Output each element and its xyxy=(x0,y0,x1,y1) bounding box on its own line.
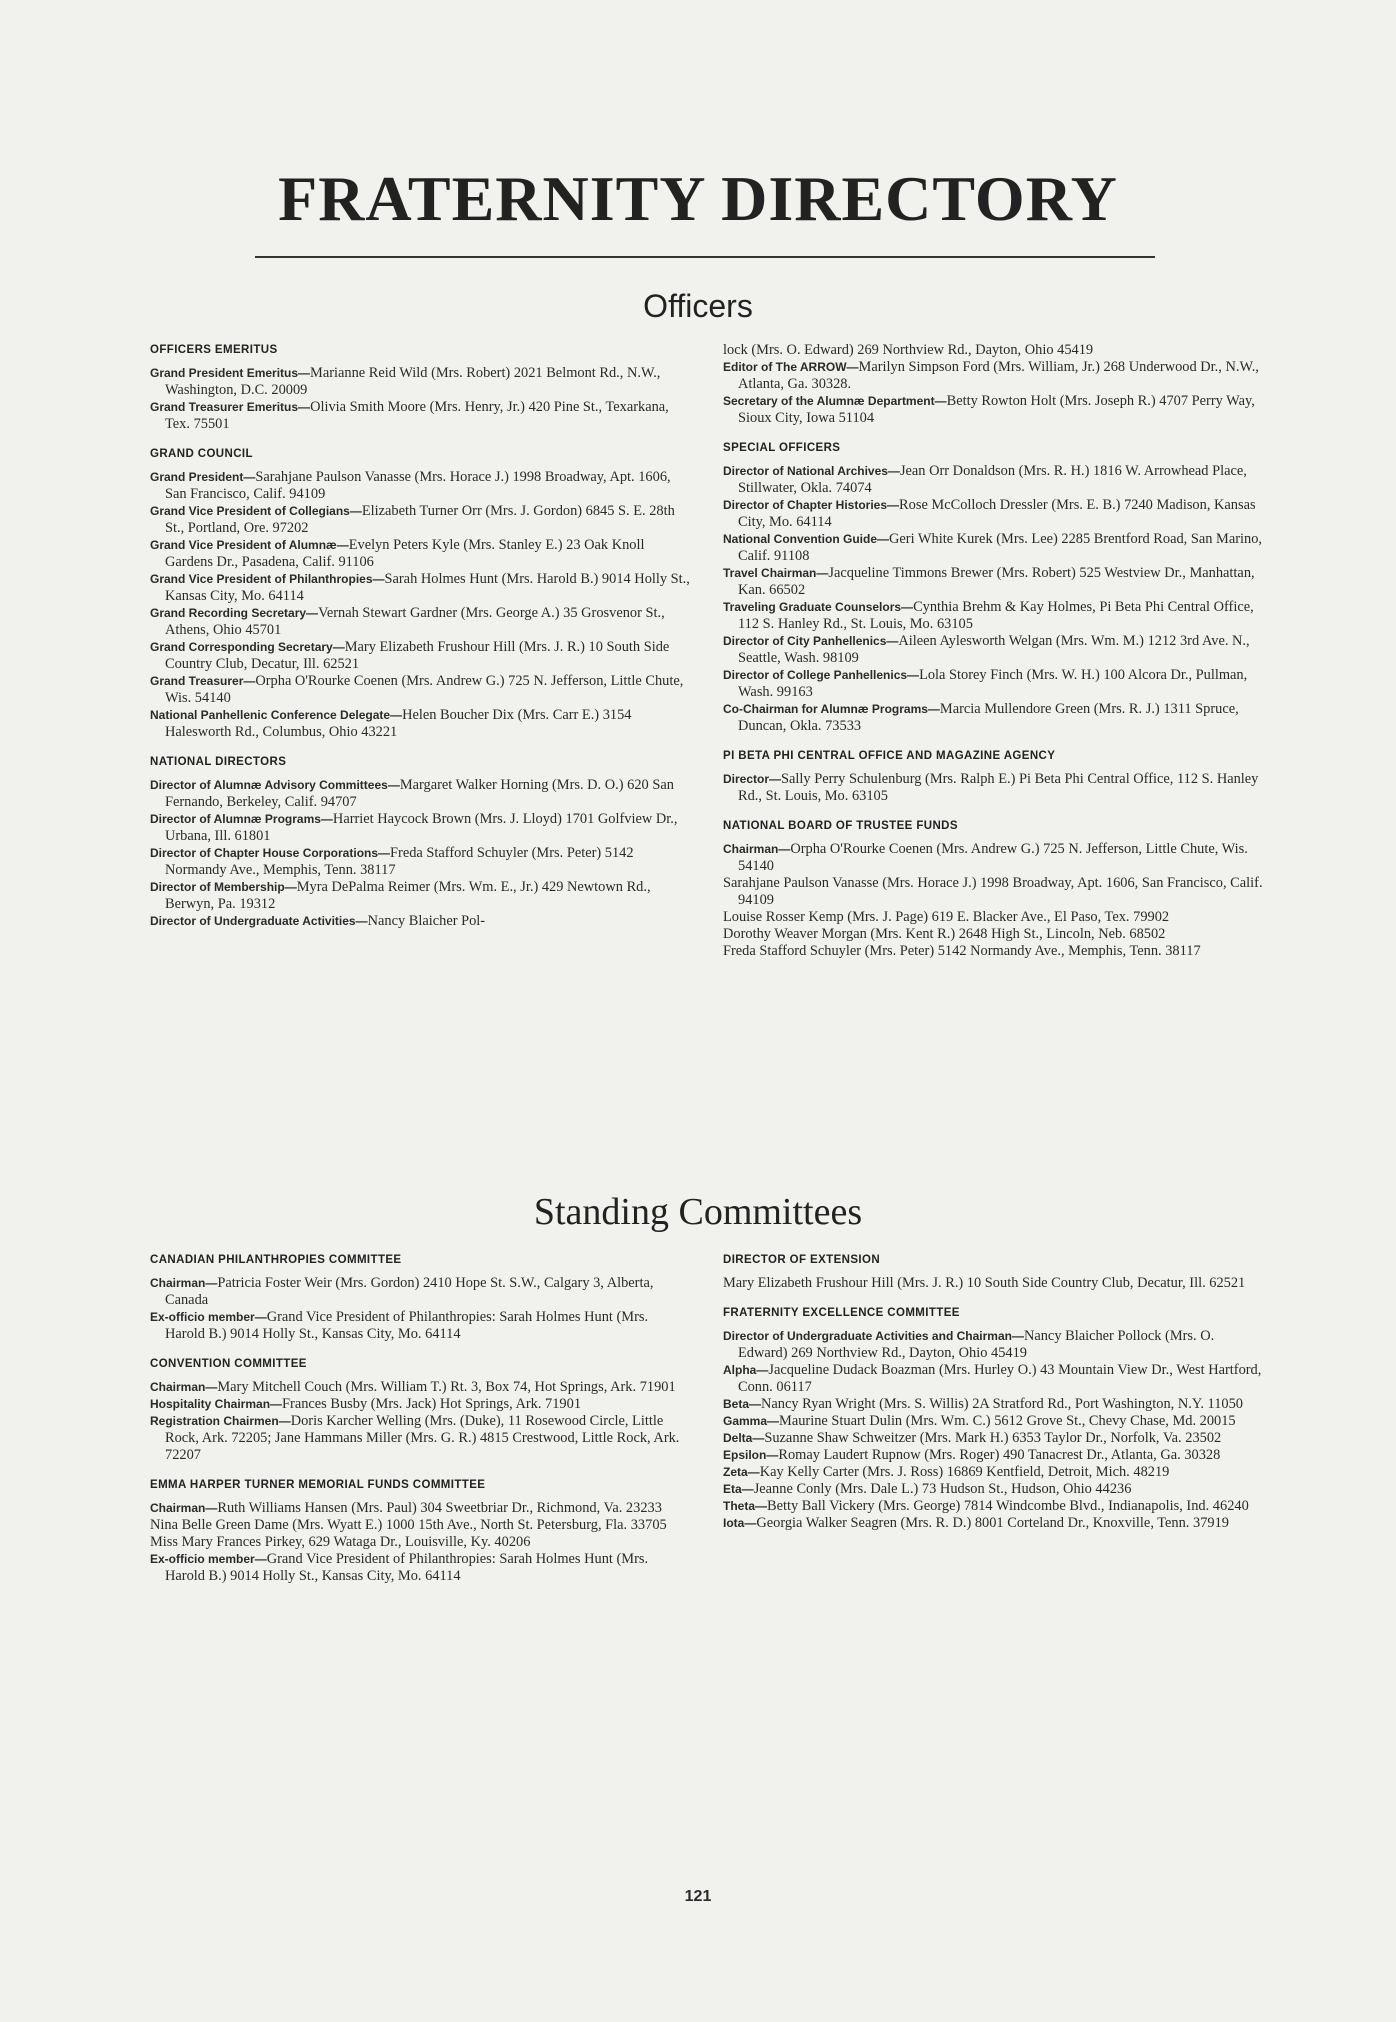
entry-role: Hospitality Chairman— xyxy=(150,1397,283,1411)
page-number: 121 xyxy=(684,1888,712,1905)
committees-left-column xyxy=(150,1252,690,1598)
entry-text: Mary Elizabeth Frushour Hill (Mrs. J. R.) 10 South Side Country Club, Decatur, Ill. 62521 xyxy=(723,1275,1246,1291)
entry-text: Grand Vice President of Philanthropies: Sarah Holmes Hunt (Mrs. Harold B.) 9014 Holly St., Kansas City, Mo. 64114 xyxy=(165,1551,649,1584)
entry-role: Co-Chairman for Alumnæ Programs— xyxy=(723,702,940,716)
directory-entry xyxy=(723,875,1263,909)
directory-entry xyxy=(723,1515,1263,1532)
directory-entry xyxy=(150,537,690,571)
directory-entry xyxy=(150,707,690,741)
entry-text: Lola Storey Finch (Mrs. W. H.) 100 Alcora Dr., Pullman, Wash. 99163 xyxy=(738,667,1248,700)
directory-group xyxy=(723,342,1263,427)
entry-role: Traveling Graduate Counselors— xyxy=(723,600,914,614)
entry-role: Ex-officio member— xyxy=(150,1552,267,1566)
directory-entry xyxy=(150,777,690,811)
directory-group xyxy=(723,1252,1263,1292)
directory-entry xyxy=(723,1447,1263,1464)
directory-entry xyxy=(150,503,690,537)
entry-text: Ruth Williams Hansen (Mrs. Paul) 304 Sweetbriar Dr., Richmond, Va. 23233 xyxy=(217,1500,662,1516)
entry-text: Louise Rosser Kemp (Mrs. J. Page) 619 E. Blacker Ave., El Paso, Tex. 79902 xyxy=(723,909,1170,925)
entry-role: Grand President— xyxy=(150,470,256,484)
entry-text: Dorothy Weaver Morgan (Mrs. Kent R.) 2648 High St., Lincoln, Neb. 68502 xyxy=(723,926,1166,942)
entry-text: Nancy Ryan Wright (Mrs. S. Willis) 2A Stratford Rd., Port Washington, N.Y. 11050 xyxy=(761,1396,1243,1412)
entry-text: Suzanne Shaw Schweitzer (Mrs. Mark H.) 6353 Taylor Dr., Norfolk, Va. 23502 xyxy=(764,1430,1222,1446)
entry-text: Mary Mitchell Couch (Mrs. William T.) Rt. 3, Box 74, Hot Springs, Ark. 71901 xyxy=(217,1379,676,1395)
entry-role: Grand Vice President of Philanthropies— xyxy=(150,572,385,586)
directory-entry xyxy=(150,845,690,879)
entry-role: Delta— xyxy=(723,1431,765,1445)
entry-role: Editor of The ARROW— xyxy=(723,360,859,374)
entry-role: Grand Treasurer— xyxy=(150,674,256,688)
group-heading: FRATERNITY EXCELLENCE COMMITTEE xyxy=(723,1307,960,1319)
directory-entry xyxy=(723,1275,1263,1292)
entry-role: Ex-officio member— xyxy=(150,1310,267,1324)
directory-entry xyxy=(723,342,1263,359)
entry-role: Director of Undergraduate Activities— xyxy=(150,914,368,928)
entry-text: Frances Busby (Mrs. Jack) Hot Springs, Ark. 71901 xyxy=(282,1396,582,1412)
entry-role: Chairman— xyxy=(150,1501,218,1515)
entry-text: Jacqueline Timmons Brewer (Mrs. Robert) 525 Westview Dr., Manhattan, Kan. 66502 xyxy=(738,565,1255,598)
directory-group xyxy=(723,818,1263,960)
entry-text: Helen Boucher Dix (Mrs. Carr E.) 3154 Halesworth Rd., Columbus, Ohio 43221 xyxy=(165,707,632,740)
directory-group xyxy=(150,1252,690,1343)
directory-entry xyxy=(150,469,690,503)
entry-text: Evelyn Peters Kyle (Mrs. Stanley E.) 23 Oak Knoll Gardens Dr., Pasadena, Calif. 91106 xyxy=(165,537,645,570)
directory-entry xyxy=(723,1413,1263,1430)
entry-text: Myra DePalma Reimer (Mrs. Wm. E., Jr.) 429 Newtown Rd., Berwyn, Pa. 19312 xyxy=(165,879,651,912)
entry-text: Sally Perry Schulenburg (Mrs. Ralph E.) Pi Beta Phi Central Office, 112 S. Hanley Rd., St. Louis, Mo. 63105 xyxy=(738,771,1259,804)
entry-role: Chairman— xyxy=(150,1380,218,1394)
entry-text: Cynthia Brehm & Kay Holmes, Pi Beta Phi Central Office, 112 S. Hanley Rd., St. Louis, Mo. 63105 xyxy=(738,599,1254,632)
officers-right-column xyxy=(723,342,1263,973)
directory-group xyxy=(150,342,690,433)
directory-entry xyxy=(150,1396,690,1413)
officers-left-column xyxy=(150,342,690,943)
entry-text: Rose McColloch Dressler (Mrs. E. B.) 7240 Madison, Kansas City, Mo. 64114 xyxy=(738,497,1256,530)
officers-section-title: Officers xyxy=(643,288,753,324)
entry-text: Aileen Aylesworth Welgan (Mrs. Wm. M.) 1212 3rd Ave. N., Seattle, Wash. 98109 xyxy=(738,633,1250,666)
committees-section-title: Standing Committees xyxy=(533,1191,863,1233)
entry-role: Iota— xyxy=(723,1516,757,1530)
entry-text: Miss Mary Frances Pirkey, 629 Wataga Dr., Louisville, Ky. 40206 xyxy=(150,1534,531,1550)
directory-entry xyxy=(150,913,690,930)
directory-entry xyxy=(723,531,1263,565)
directory-entry xyxy=(150,811,690,845)
directory-entry xyxy=(150,571,690,605)
entry-text: Vernah Stewart Gardner (Mrs. George A.) 35 Grosvenor St., Athens, Ohio 45701 xyxy=(165,605,665,638)
directory-entry xyxy=(723,926,1263,943)
entry-text: Marcia Mullendore Green (Mrs. R. J.) 1311 Spruce, Duncan, Okla. 73533 xyxy=(738,701,1239,734)
directory-entry xyxy=(150,1309,690,1343)
entry-role: Grand Vice President of Alumnæ— xyxy=(150,538,349,552)
entry-role: Theta— xyxy=(723,1499,768,1513)
entry-text: Orpha O'Rourke Coenen (Mrs. Andrew G.) 725 N. Jefferson, Little Chute, Wis. 54140 xyxy=(165,673,684,706)
directory-entry xyxy=(723,909,1263,926)
entry-role: Director of Undergraduate Activities and Chairman— xyxy=(723,1329,1024,1343)
entry-role: Gamma— xyxy=(723,1414,780,1428)
directory-entry xyxy=(150,879,690,913)
directory-entry xyxy=(150,1517,690,1534)
directory-entry xyxy=(723,841,1263,875)
directory-entry xyxy=(723,359,1263,393)
entry-text: Sarahjane Paulson Vanasse (Mrs. Horace J.) 1998 Broadway, Apt. 1606, San Francisco, Calif. 94109 xyxy=(165,469,671,502)
directory-entry xyxy=(723,1464,1263,1481)
group-heading: OFFICERS EMERITUS xyxy=(150,344,278,356)
entry-text: Patricia Foster Weir (Mrs. Gordon) 2410 Hope St. S.W., Calgary 3, Alberta, Canada xyxy=(165,1275,654,1308)
directory-group xyxy=(150,1356,690,1464)
entry-role: Grand Corresponding Secretary— xyxy=(150,640,345,654)
entry-role: Chairman— xyxy=(723,842,791,856)
directory-entry xyxy=(723,667,1263,701)
directory-group xyxy=(150,754,690,930)
directory-entry xyxy=(723,463,1263,497)
entry-text: Grand Vice President of Philanthropies: Sarah Holmes Hunt (Mrs. Harold B.) 9014 Holly St., Kansas City, Mo. 64114 xyxy=(165,1309,649,1342)
entry-text: Sarah Holmes Hunt (Mrs. Harold B.) 9014 Holly St., Kansas City, Mo. 64114 xyxy=(165,571,690,604)
directory-group xyxy=(723,748,1263,805)
directory-group xyxy=(723,440,1263,735)
entry-text: Nina Belle Green Dame (Mrs. Wyatt E.) 1000 15th Ave., North St. Petersburg, Fla. 33705 xyxy=(150,1517,667,1533)
entry-role: National Panhellenic Conference Delegate— xyxy=(150,708,403,722)
entry-text: Betty Rowton Holt (Mrs. Joseph R.) 4707 Perry Way, Sioux City, Iowa 51104 xyxy=(738,393,1255,426)
group-heading: SPECIAL OFFICERS xyxy=(723,442,841,454)
entry-text: Romay Laudert Rupnow (Mrs. Roger) 490 Tanacrest Dr., Atlanta, Ga. 30328 xyxy=(778,1447,1221,1463)
directory-entry xyxy=(150,673,690,707)
directory-group xyxy=(150,446,690,741)
entry-text: Nancy Blaicher Pollock (Mrs. O. Edward) 269 Northview Rd., Dayton, Ohio 45419 xyxy=(738,1328,1215,1361)
entry-text: Nancy Blaicher Pol- xyxy=(367,913,486,929)
entry-text: Elizabeth Turner Orr (Mrs. J. Gordon) 6845 S. E. 28th St., Portland, Ore. 97202 xyxy=(165,503,675,536)
entry-text: Betty Ball Vickery (Mrs. George) 7814 Windcombe Blvd., Indianapolis, Ind. 46240 xyxy=(767,1498,1249,1514)
directory-entry xyxy=(723,1430,1263,1447)
entry-text: Sarahjane Paulson Vanasse (Mrs. Horace J.) 1998 Broadway, Apt. 1606, San Francisco, Calif. 94109 xyxy=(723,875,1263,908)
directory-entry xyxy=(150,1534,690,1551)
directory-entry xyxy=(150,1413,690,1464)
directory-entry xyxy=(723,393,1263,427)
directory-group xyxy=(723,1305,1263,1532)
entry-text: Olivia Smith Moore (Mrs. Henry, Jr.) 420 Pine St., Texarkana, Tex. 75501 xyxy=(165,399,669,432)
directory-entry xyxy=(723,599,1263,633)
title-rule xyxy=(255,256,1155,258)
directory-entry xyxy=(723,771,1263,805)
entry-role: Travel Chairman— xyxy=(723,566,829,580)
entry-role: Epsilon— xyxy=(723,1448,779,1462)
entry-role: Secretary of the Alumnæ Department— xyxy=(723,394,947,408)
directory-entry xyxy=(150,399,690,433)
entry-text: Margaret Walker Horning (Mrs. D. O.) 620 San Fernando, Berkeley, Calif. 94707 xyxy=(165,777,674,810)
entry-role: Director of Membership— xyxy=(150,880,297,894)
entry-role: Grand President Emeritus— xyxy=(150,366,311,380)
group-heading: GRAND COUNCIL xyxy=(150,448,253,460)
entry-text: Kay Kelly Carter (Mrs. J. Ross) 16869 Kentfield, Detroit, Mich. 48219 xyxy=(759,1464,1170,1480)
entry-role: Director of Chapter House Corporations— xyxy=(150,846,391,860)
entry-role: Grand Recording Secretary— xyxy=(150,606,319,620)
entry-text: Harriet Haycock Brown (Mrs. J. Lloyd) 1701 Golfview Dr., Urbana, Ill. 61801 xyxy=(165,811,678,844)
directory-entry xyxy=(150,1551,690,1585)
directory-entry xyxy=(150,1379,690,1396)
entry-role: Director of Chapter Histories— xyxy=(723,498,900,512)
entry-text: Jeanne Conly (Mrs. Dale L.) 73 Hudson St., Hudson, Ohio 44236 xyxy=(753,1481,1132,1497)
group-heading: DIRECTOR OF EXTENSION xyxy=(723,1254,881,1266)
directory-entry xyxy=(150,639,690,673)
entry-text: Jean Orr Donaldson (Mrs. R. H.) 1816 W. Arrowhead Place, Stillwater, Okla. 74074 xyxy=(738,463,1247,496)
entry-role: Chairman— xyxy=(150,1276,218,1290)
entry-role: Grand Vice President of Collegians— xyxy=(150,504,362,518)
entry-role: Director of Alumnæ Programs— xyxy=(150,812,333,826)
entry-role: Grand Treasurer Emeritus— xyxy=(150,400,311,414)
entry-text: Georgia Walker Seagren (Mrs. R. D.) 8001 Corteland Dr., Knoxville, Tenn. 37919 xyxy=(756,1515,1229,1531)
directory-entry xyxy=(150,605,690,639)
directory-entry xyxy=(723,1362,1263,1396)
entry-role: Registration Chairmen— xyxy=(150,1414,291,1428)
entry-text: Freda Stafford Schuyler (Mrs. Peter) 5142 Normandy Ave., Memphis, Tenn. 38117 xyxy=(165,845,634,878)
directory-entry xyxy=(723,943,1263,960)
entry-text: Orpha O'Rourke Coenen (Mrs. Andrew G.) 725 N. Jefferson, Little Chute, Wis. 54140 xyxy=(738,841,1248,874)
entry-text: Maurine Stuart Dulin (Mrs. Wm. C.) 5612 Grove St., Chevy Chase, Md. 20015 xyxy=(779,1413,1236,1429)
entry-role: Director of College Panhellenics— xyxy=(723,668,920,682)
entry-role: Alpha— xyxy=(723,1363,769,1377)
entry-role: Director of National Archives— xyxy=(723,464,900,478)
entry-text: Marianne Reid Wild (Mrs. Robert) 2021 Belmont Rd., N.W., Washington, D.C. 20009 xyxy=(165,365,661,398)
group-heading: PI BETA PHI CENTRAL OFFICE AND MAGAZINE AGENCY xyxy=(723,750,1056,762)
committees-right-column xyxy=(723,1252,1263,1545)
entry-text: Geri White Kurek (Mrs. Lee) 2285 Brentford Road, San Marino, Calif. 91108 xyxy=(738,531,1263,564)
entry-role: Eta— xyxy=(723,1482,754,1496)
group-heading: NATIONAL DIRECTORS xyxy=(150,756,287,768)
directory-entry xyxy=(723,1328,1263,1362)
directory-entry xyxy=(723,701,1263,735)
entry-text: Jacqueline Dudack Boazman (Mrs. Hurley O.) 43 Mountain View Dr., West Hartford, Conn. 06117 xyxy=(738,1362,1262,1395)
directory-entry xyxy=(150,1500,690,1517)
entry-role: Zeta— xyxy=(723,1465,760,1479)
directory-entry xyxy=(150,1275,690,1309)
directory-entry xyxy=(723,1396,1263,1413)
group-heading: EMMA HARPER TURNER MEMORIAL FUNDS COMMITTEE xyxy=(150,1479,486,1491)
page-title: FRATERNITY DIRECTORY xyxy=(278,163,1118,234)
entry-role: National Convention Guide— xyxy=(723,532,890,546)
group-heading: CANADIAN PHILANTHROPIES COMMITTEE xyxy=(150,1254,402,1266)
entry-role: Director of Alumnæ Advisory Committees— xyxy=(150,778,400,792)
directory-entry xyxy=(723,1498,1263,1515)
directory-entry xyxy=(723,497,1263,531)
entry-text: Marilyn Simpson Ford (Mrs. William, Jr.) 268 Underwood Dr., N.W., Atlanta, Ga. 30328. xyxy=(738,359,1259,392)
entry-role: Director— xyxy=(723,772,782,786)
entry-text: lock (Mrs. O. Edward) 269 Northview Rd., Dayton, Ohio 45419 xyxy=(723,342,1094,358)
entry-role: Director of City Panhellenics— xyxy=(723,634,899,648)
entry-role: Beta— xyxy=(723,1397,762,1411)
entry-text: Freda Stafford Schuyler (Mrs. Peter) 5142 Normandy Ave., Memphis, Tenn. 38117 xyxy=(723,943,1201,959)
group-heading: CONVENTION COMMITTEE xyxy=(150,1358,307,1370)
entry-text: Doris Karcher Welling (Mrs. (Duke), 11 Rosewood Circle, Little Rock, Ark. 72205; Jane Hammans Miller (Mrs. G. R.) 4815 Crestwood, Little Rock, Ark. 72207 xyxy=(165,1413,680,1463)
directory-entry xyxy=(723,1481,1263,1498)
directory-group xyxy=(150,1477,690,1585)
entry-text: Mary Elizabeth Frushour Hill (Mrs. J. R.) 10 South Side Country Club, Decatur, Ill. 62521 xyxy=(165,639,670,672)
group-heading: NATIONAL BOARD OF TRUSTEE FUNDS xyxy=(723,820,958,832)
directory-entry xyxy=(150,365,690,399)
directory-entry xyxy=(723,633,1263,667)
directory-entry xyxy=(723,565,1263,599)
